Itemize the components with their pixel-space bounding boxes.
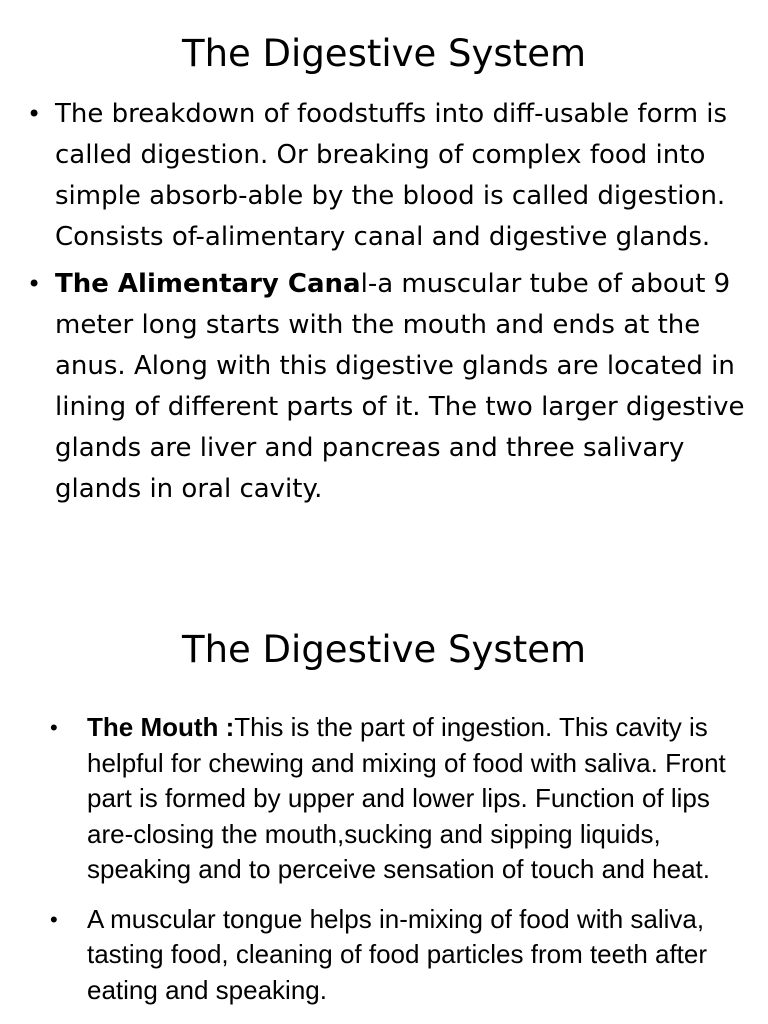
bullet-item	[0, 264, 760, 510]
bullet-list	[0, 710, 760, 1022]
bullet-text: l-a muscular tube of about 9 meter long starts with the mouth and ends at the anus. Along with this digestive glands are located in lining of different parts of it. The two larger digestive glands are liver and pancreas and three salivary glands in oral cavity.	[55, 269, 745, 504]
slide-title: The Digestive System	[181, 628, 587, 671]
bullet-dot-icon: •	[27, 270, 42, 298]
bullet-item	[0, 902, 760, 1009]
bullet-item	[0, 94, 760, 258]
bullet-text: The breakdown of foodstuffs into diff-usable form is called digestion. Or breaking of complex food into simple absorb-able by the blood is called digestion. Consists of-alimentary canal and digestive glands.	[55, 99, 728, 252]
slide-title: The Digestive System	[181, 32, 587, 75]
bullet-text: A muscular tongue helps in-mixing of food with saliva, tasting food, cleaning of food particles from teeth after eating and speaking.	[87, 903, 708, 1005]
bullet-bold-lead: The Alimentary Cana	[55, 269, 361, 299]
bullet-dot-icon: •	[50, 715, 58, 740]
slide-2	[0, 580, 768, 1024]
bullet-bold-lead: The Mouth :	[87, 712, 235, 742]
bullet-list	[0, 94, 760, 516]
bullet-dot-icon: •	[50, 906, 58, 932]
bullet-text: This is the part of ingestion. This cavity is helpful for chewing and mixing of food with saliva. Front part is formed by upper and lower lips. Function of lips are-closing the mouth,sucking and sipping liquids, speaking and to perceive sensation of touch and heat.	[87, 712, 726, 884]
bullet-dot-icon: •	[27, 100, 42, 128]
bullet-item	[0, 710, 760, 888]
